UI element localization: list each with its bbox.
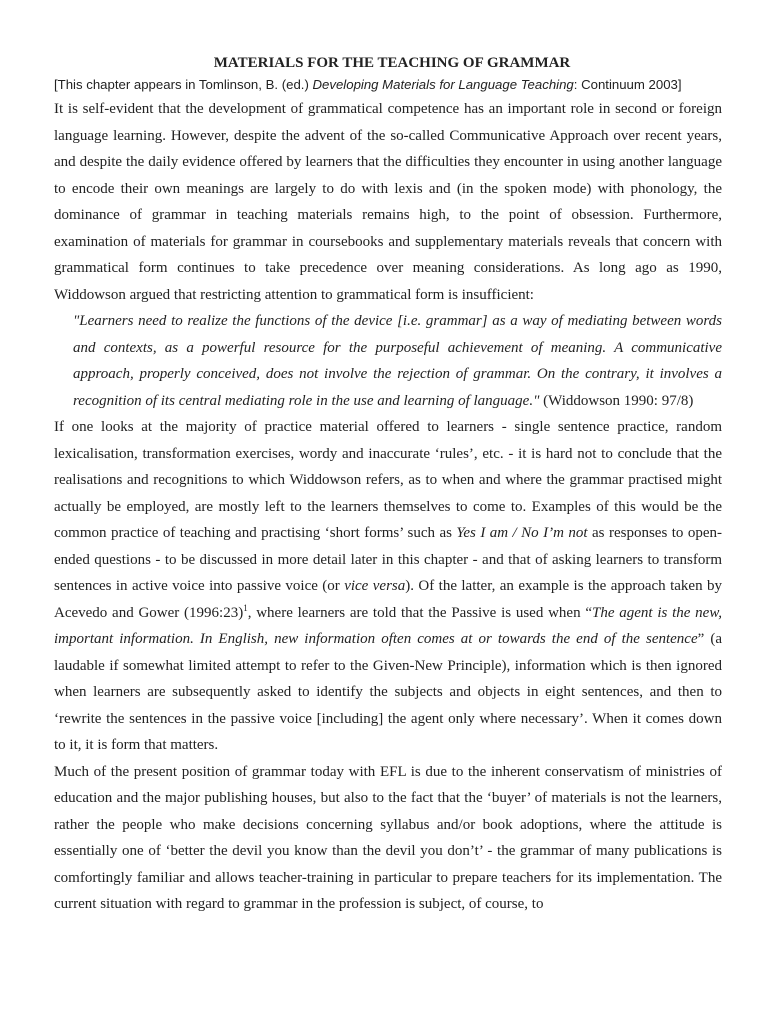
- paragraph-2-part-f: , where learners are told that the Passive is used when “: [247, 604, 592, 621]
- source-note-after: : Continuum 2003]: [573, 77, 682, 92]
- paragraph-3: Much of the present position of grammar today with EFL is due to the inherent conservatism of ministries of education and the major publishing houses, but also to the fact that the ‘buyer’ of materials is not the learners, rather the people who make decisions concerning syllabus and/or book adoptions, where the attitude is essentially one of ‘better the devil you know than the devil you don’t’ - the grammar of many publications is comfortingly familiar and allows teacher-training in particular to prepare teachers for its implementation. The current situation with regard to grammar in the profession is subject, of course, to: [54, 763, 722, 912]
- paragraph-2-passive-quote: The agent is the new, important information. In English, new information often comes at or towards the end of the sentence: [54, 604, 722, 647]
- paragraph-2: [54, 414, 722, 759]
- quote-text: "Learners need to realize the functions of the device [i.e. grammar] as a way of mediating between words and contexts, as a powerful resource for the purposeful achievement of meaning. A communicative approach, properly conceived, does not involve the rejection of grammar. On the contrary, it involves a recognition of its central mediating role in the use and learning of language.": [73, 313, 722, 409]
- paragraph-2-part-c: as responses to open-ended questions - to be discussed in more detail later in this chapter - and that of asking learners to transform sentences in active voice into passive voice (or: [54, 525, 723, 594]
- source-note-before: [This chapter appears in Tomlinson, B. (ed.): [54, 77, 313, 92]
- paragraph-2-part-a: If one looks at the majority of practice material offered to learners - single sentence practice, random lexicalisation, transformation exercises, wordy and inaccurate ‘rules’, etc. - it is hard not to conclude that the realisations and recognitions to which Widdowson refers, as to when and where the grammar practised might actually be employed, are mostly left to the learners themselves to come to. Examples of this would be the common practice of teaching and practising ‘short forms’ such as: [54, 419, 722, 541]
- paragraph-2-example-short-forms: Yes I am / No I’m not: [456, 525, 588, 541]
- block-quote: [54, 308, 722, 414]
- page-title: MATERIALS FOR THE TEACHING OF GRAMMAR: [213, 55, 571, 71]
- paragraph-1: It is self-evident that the development of grammatical competence has an important role in second or foreign language learning. However, despite the advent of the so-called Communicative Approach over recent years, and despite the daily evidence offered by learners that the difficulties they encounter in using another language to encode their own meanings are largely to do with lexis and (in the spoken mode) with phonology, the dominance of grammar in teaching materials remains high, to the point of obsession. Furthermore, examination of materials for grammar in coursebooks and supplementary materials reveals that concern with grammatical form continues to take precedence over meaning considerations. As long ago as 1990, Widdowson argued that restricting attention to grammatical form is insufficient:: [54, 101, 722, 303]
- document-body: [54, 54, 722, 918]
- paragraph-2-vice-versa: vice versa: [344, 578, 406, 594]
- source-note-book-title: Developing Materials for Language Teaching: [312, 77, 574, 92]
- footnote-marker[interactable]: 1: [243, 602, 248, 613]
- source-note: [54, 76, 722, 93]
- paragraph-2-part-e: ). Of the latter, an example is the approach taken by Acevedo and Gower (1996:23): [54, 578, 722, 621]
- quote-citation: (Widdowson 1990: 97/8): [539, 392, 694, 409]
- paragraph-2-part-h: ” (a laudable if somewhat limited attempt to refer to the Given-New Principle), information which is then ignored when learners are subsequently asked to identify the subjects and objects in eight sentences, and then to ‘rewrite the sentences in the passive voice [including] the agent only where necessary’. When it comes down to it, it is form that matters.: [54, 631, 722, 753]
